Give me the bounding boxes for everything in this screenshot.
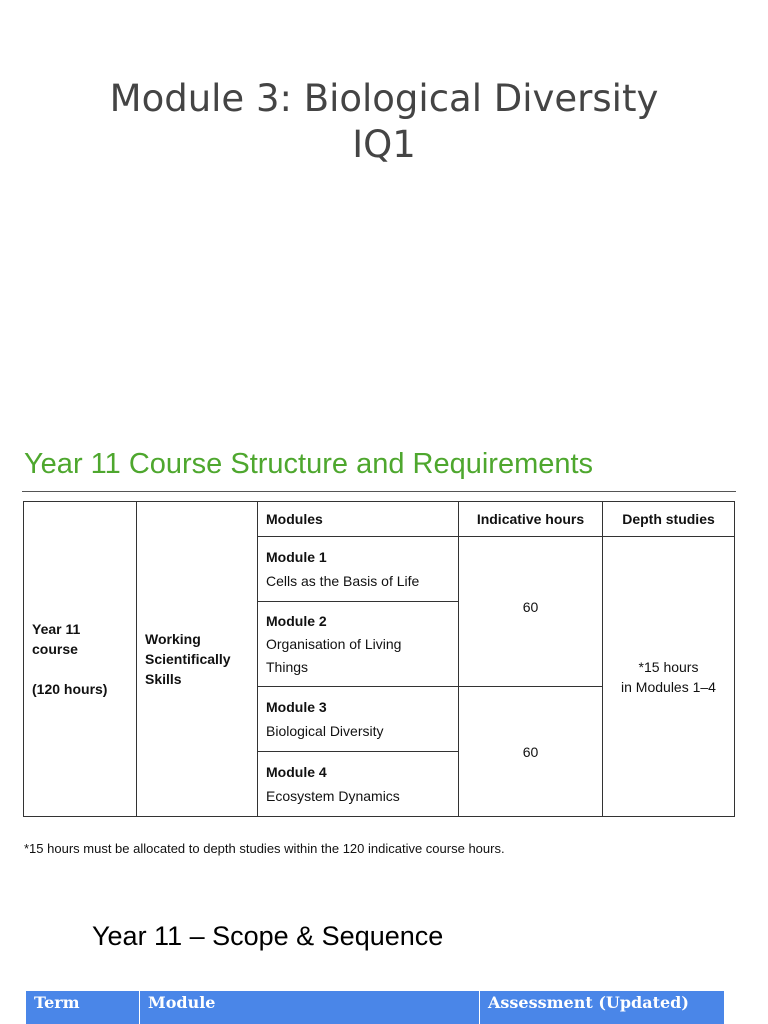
module-2-desc-line-2: Things [266,658,309,675]
module-2-cell [258,602,459,687]
table-header-row [24,502,735,537]
footnote: *15 hours must be allocated to depth studies within the 120 indicative course hours. [24,841,505,856]
module-1-desc: Cells as the Basis of Life [266,573,420,589]
depth-studies-cell [603,537,735,817]
column-module: Module [140,991,480,1024]
module-4-cell [258,752,459,817]
scope-sequence-heading: Year 11 – Scope & Sequence [92,921,444,951]
course-cell [24,502,137,817]
module-4-desc: Ecosystem Dynamics [266,788,400,804]
skills-cell [137,502,258,817]
course-label-line-2: course [32,641,78,657]
hours-group-2: 60 [459,687,603,817]
module-2-name: Module 2 [266,612,327,629]
course-structure-heading: Year 11 Course Structure and Requirements [24,448,594,480]
slide-title-line-2: IQ1 [352,123,416,166]
heading-divider [22,491,736,492]
header-modules: Modules [258,502,459,537]
column-term: Term [26,991,140,1024]
skills-line-1: Working [145,631,201,647]
module-1-name: Module 1 [266,549,327,565]
course-label-line-1: Year 11 [32,621,81,637]
module-4-name: Module 4 [266,764,327,780]
skills-line-2: Scientifically [145,651,231,667]
header-depth-studies: Depth studies [603,502,735,537]
module-2-desc-line-1: Organisation of Living [266,635,402,652]
hours-group-1: 60 [459,537,603,687]
module-3-cell [258,687,459,752]
scope-sequence-table-header [26,991,724,1024]
slide-title [0,76,768,168]
course-structure-table [23,501,735,817]
header-indicative-hours: Indicative hours [459,502,603,537]
skills-line-3: Skills [145,671,182,687]
module-1-cell [258,537,459,602]
slide-title-line-1: Module 3: Biological Diversity [109,77,659,120]
depth-line-2: in Modules 1–4 [621,678,716,695]
course-hours: (120 hours) [32,681,108,697]
depth-line-1: *15 hours [638,658,699,675]
column-assessment: Assessment (Updated) [488,993,689,1012]
module-3-name: Module 3 [266,699,327,715]
module-3-desc: Biological Diversity [266,723,384,739]
